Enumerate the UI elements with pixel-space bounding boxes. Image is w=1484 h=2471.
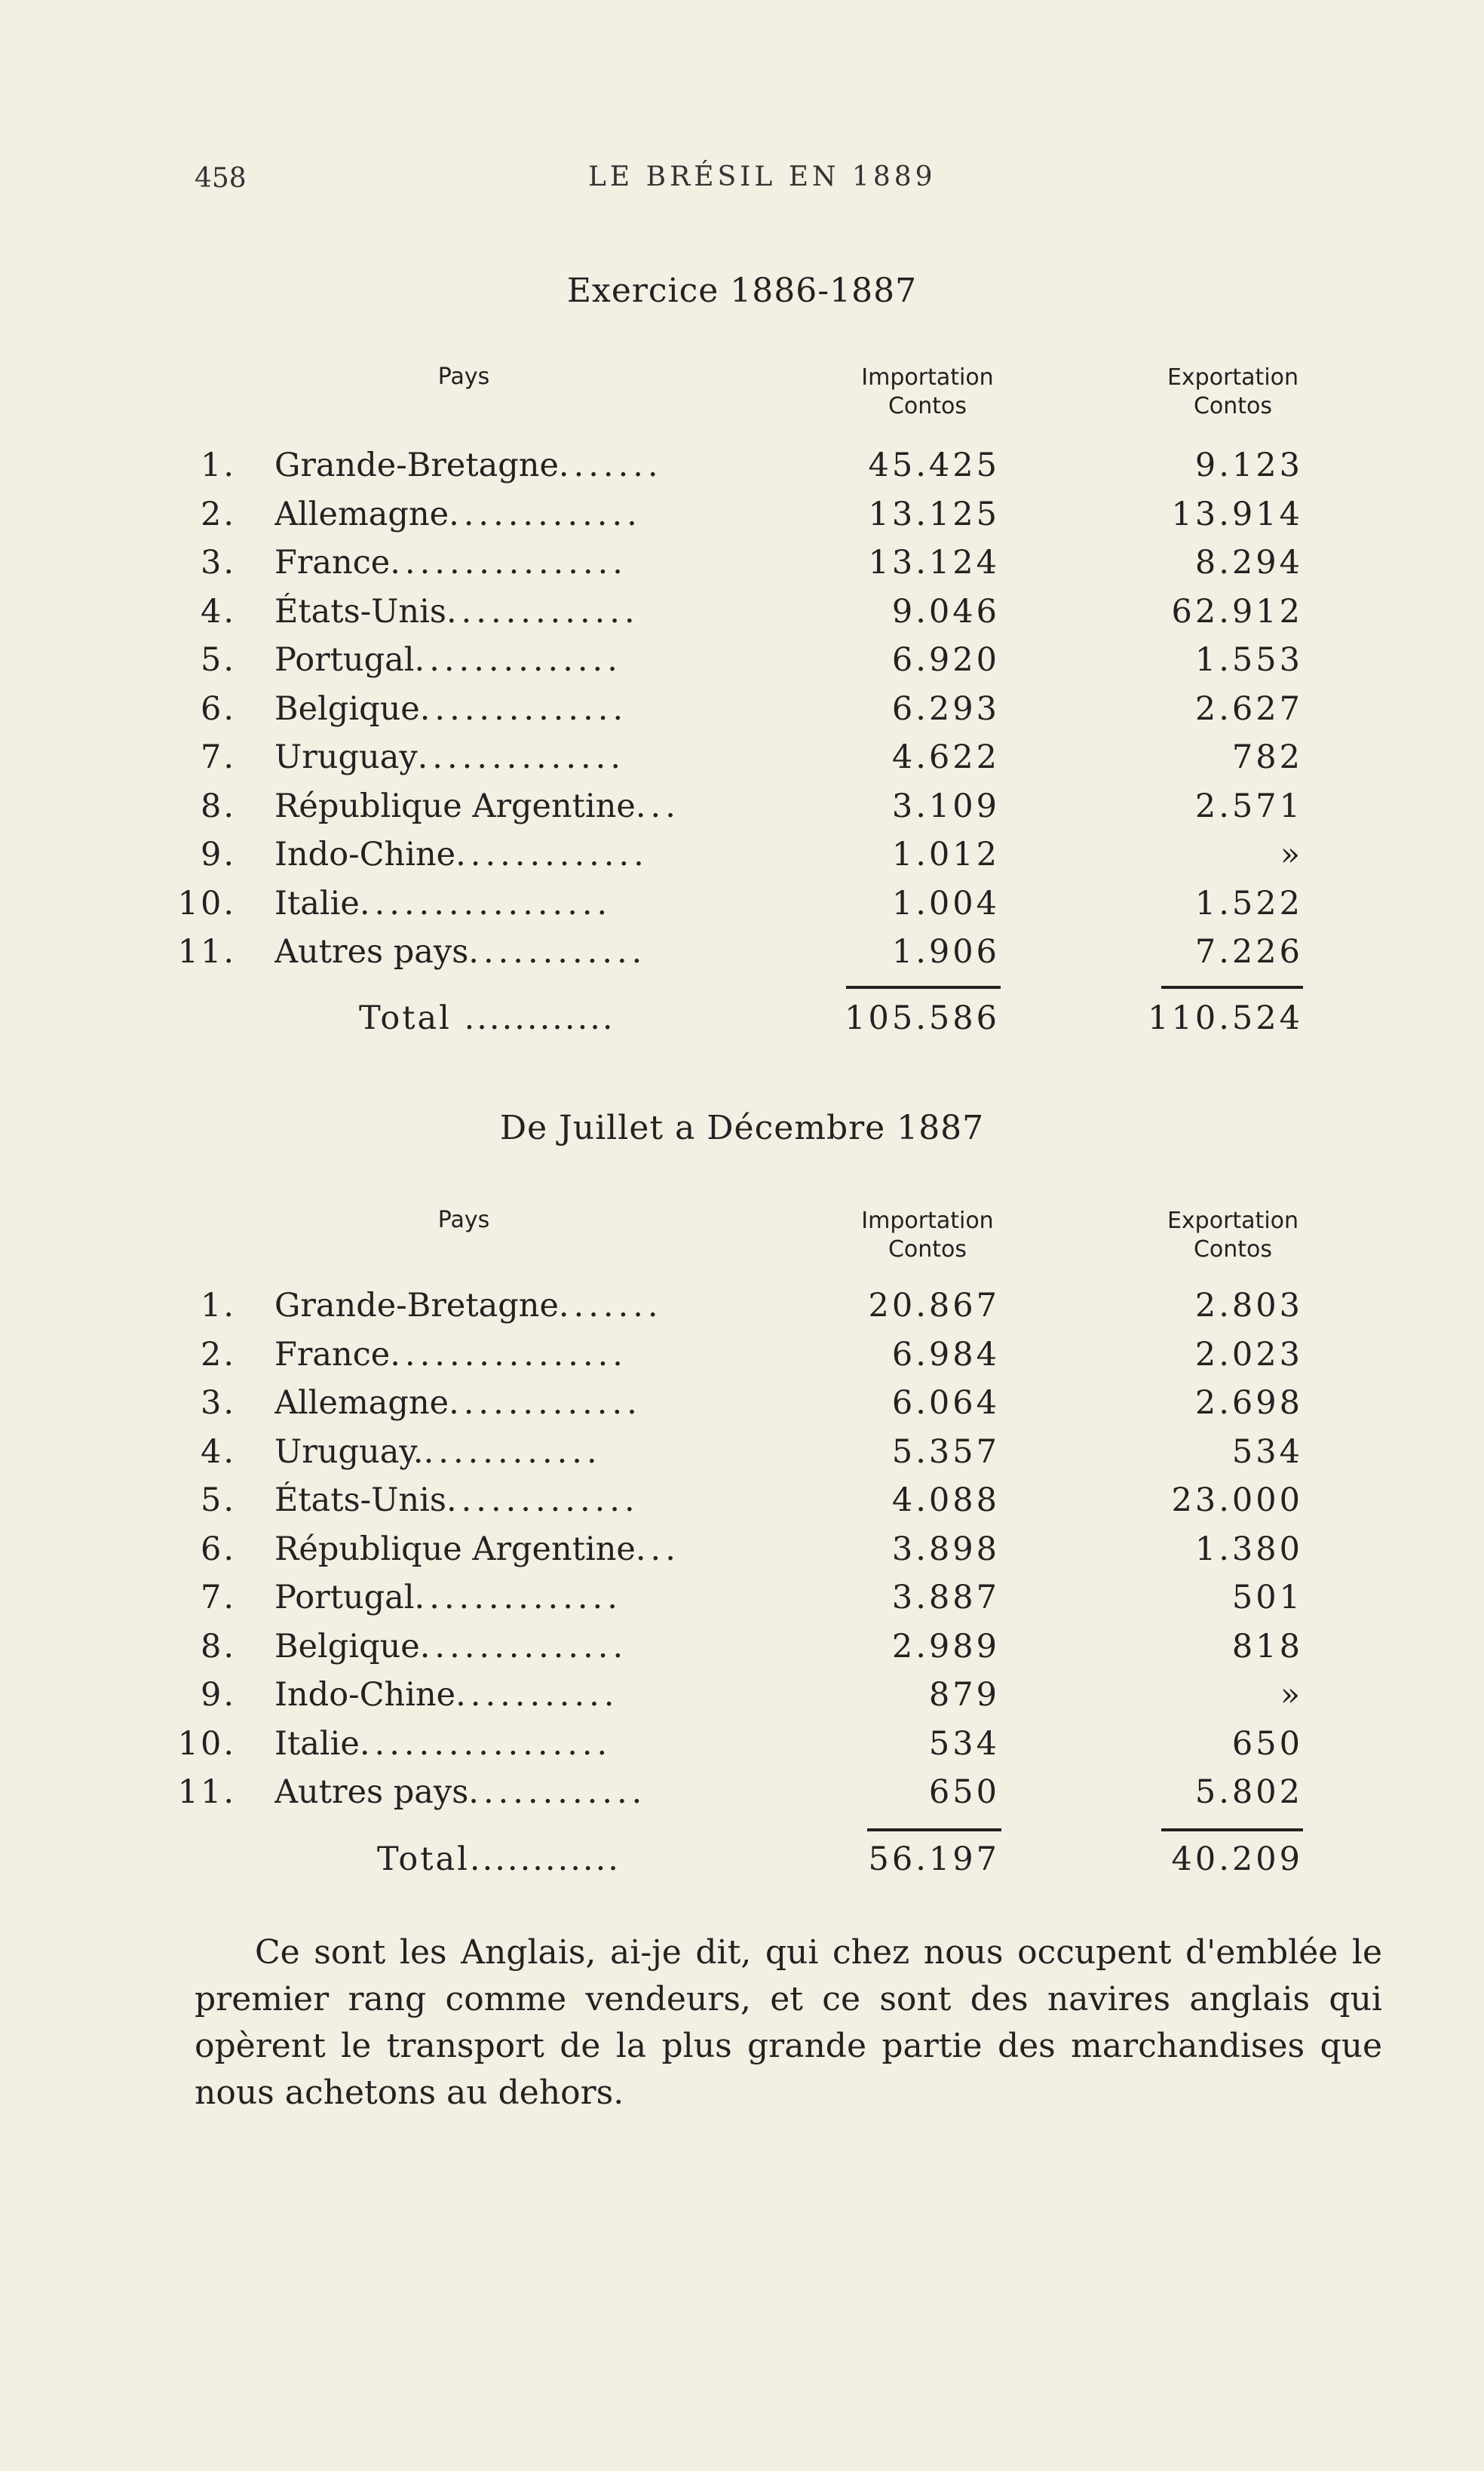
row-country	[274, 690, 727, 728]
row-rank: 9.	[200, 836, 236, 873]
row-exportation: 2.698	[1194, 1384, 1303, 1422]
total-exportation: 40.209	[1171, 1840, 1303, 1878]
table-row	[0, 1336, 1484, 1384]
row-rank: 10.	[177, 884, 236, 922]
row-importation: 4.622	[891, 738, 1000, 776]
leader-dots: .......	[558, 447, 663, 484]
total-text: Total	[377, 1840, 470, 1878]
country-name: Allemagne	[274, 495, 449, 533]
row-country	[274, 1481, 727, 1519]
row-country	[274, 593, 727, 631]
leader-dots: .......	[558, 1287, 663, 1325]
leader-dots: .................	[359, 1724, 612, 1763]
row-rank: 7.	[200, 738, 236, 776]
row-exportation: 7.226	[1194, 933, 1303, 971]
row-exportation: 1.553	[1194, 641, 1303, 679]
running-title: LE BRÉSIL EN 1889	[588, 161, 937, 192]
leader-dots: .............	[449, 495, 642, 533]
leader-dots: ............	[423, 1432, 602, 1471]
row-importation: 1.012	[891, 836, 1000, 873]
row-importation: 6.984	[891, 1335, 1000, 1374]
row-exportation: 650	[1231, 1724, 1303, 1763]
country-name: Belgique	[274, 1627, 420, 1665]
total-exportation: 110.524	[1148, 999, 1303, 1037]
row-exportation: 2.571	[1194, 787, 1303, 825]
country-name: Portugal	[274, 641, 415, 679]
row-importation: 20.867	[868, 1287, 1000, 1325]
total-label	[377, 1840, 621, 1878]
row-country	[274, 1433, 727, 1471]
country-name: France	[274, 544, 391, 582]
table-row	[0, 1676, 1484, 1724]
total-importation: 56.197	[868, 1840, 1000, 1878]
table-row	[0, 447, 1484, 495]
row-rank: 1.	[200, 447, 236, 484]
country-name: République Argentine	[274, 1530, 636, 1568]
row-rank: 3.	[200, 1384, 236, 1422]
header-line: Exportation	[1167, 1208, 1299, 1234]
row-exportation: 2.803	[1194, 1287, 1303, 1325]
country-name: Autres pays	[274, 1773, 469, 1811]
row-importation: 5.357	[891, 1432, 1000, 1471]
header-line: Contos	[888, 1236, 967, 1263]
row-importation: 879	[928, 1676, 1000, 1714]
row-exportation: 13.914	[1171, 495, 1303, 533]
leader-dots: ............	[469, 1840, 621, 1878]
body-paragraph	[195, 1929, 1382, 2116]
row-exportation: 9.123	[1194, 447, 1303, 484]
row-country	[274, 1579, 727, 1616]
column-header-pays: Pays	[437, 1207, 490, 1233]
header-line: Importation	[861, 364, 994, 391]
leader-dots: .............	[446, 1481, 639, 1519]
row-rank: 2.	[200, 1335, 236, 1374]
table-row	[0, 1773, 1484, 1822]
table-row	[0, 787, 1484, 836]
table-row	[0, 1433, 1484, 1481]
leader-dots: ................	[390, 544, 627, 582]
row-exportation: 782	[1231, 738, 1303, 776]
header-line: Contos	[888, 393, 967, 419]
row-rank: 1.	[200, 1287, 236, 1325]
row-country	[274, 738, 727, 776]
leader-dots: .............	[449, 1384, 642, 1422]
row-exportation: 1.380	[1194, 1530, 1303, 1568]
country-name: Grande-Bretagne	[274, 447, 559, 484]
total-rule-export	[1161, 986, 1303, 989]
total-rule-import	[867, 1828, 1001, 1831]
table-row	[0, 885, 1484, 933]
row-importation: 2.989	[891, 1627, 1000, 1665]
row-country	[274, 1676, 727, 1714]
row-country	[274, 1628, 727, 1665]
row-country	[274, 496, 727, 533]
row-importation: 6.293	[891, 689, 1000, 728]
total-rule-import	[846, 986, 1001, 989]
row-rank: 11.	[177, 1773, 236, 1811]
row-rank: 11.	[177, 933, 236, 971]
country-name: Grande-Bretagne	[274, 1287, 559, 1325]
header-line: Contos	[1193, 1236, 1273, 1263]
leader-dots: ..............	[414, 641, 622, 679]
header-line: Exportation	[1167, 364, 1299, 391]
table-row	[0, 641, 1484, 689]
row-rank: 7.	[200, 1579, 236, 1616]
country-name: France	[274, 1335, 391, 1374]
row-exportation: 23.000	[1171, 1481, 1303, 1519]
row-country	[274, 836, 727, 873]
country-name: Uruguay.	[274, 1432, 424, 1471]
total-label	[359, 999, 615, 1037]
row-rank: 8.	[200, 787, 236, 825]
row-country	[274, 1384, 727, 1422]
row-country	[274, 1336, 727, 1374]
leader-dots: ..............	[419, 1627, 628, 1665]
country-name: États-Unis	[274, 592, 446, 631]
table-row	[0, 738, 1484, 787]
row-exportation: 1.522	[1194, 884, 1303, 922]
row-importation: 6.920	[891, 641, 1000, 679]
row-exportation: 501	[1231, 1579, 1303, 1616]
row-country	[274, 1530, 727, 1568]
table-row	[0, 1628, 1484, 1676]
row-importation: 45.425	[868, 447, 1000, 484]
table-row	[0, 1384, 1484, 1432]
row-exportation: 62.912	[1171, 592, 1303, 631]
column-header-exportation	[1135, 1207, 1331, 1264]
header-line: Contos	[1193, 393, 1273, 419]
table-row	[0, 496, 1484, 544]
section-title-1: Exercice 1886-1887	[566, 272, 918, 310]
row-exportation: »	[1280, 1676, 1303, 1714]
row-rank: 3.	[200, 544, 236, 582]
row-exportation: 2.627	[1194, 689, 1303, 728]
table-row	[0, 1725, 1484, 1773]
country-name: République Argentine	[274, 787, 636, 825]
leader-dots: ..............	[419, 689, 628, 728]
leader-dots: ............	[468, 933, 647, 971]
row-rank: 2.	[200, 495, 236, 533]
row-rank: 5.	[200, 1481, 236, 1519]
row-country	[274, 885, 727, 922]
row-importation: 6.064	[891, 1384, 1000, 1422]
row-rank: 6.	[200, 689, 236, 728]
row-importation: 650	[928, 1773, 1000, 1811]
row-importation: 13.125	[868, 495, 1000, 533]
row-exportation: »	[1280, 836, 1303, 873]
leader-dots: ...	[635, 1530, 680, 1568]
row-country	[274, 447, 727, 484]
page-number: 458	[195, 163, 247, 194]
table-row	[0, 544, 1484, 592]
country-name: Italie	[274, 1724, 360, 1763]
total-importation: 105.586	[845, 999, 1000, 1037]
leader-dots: ............	[468, 1773, 647, 1811]
paragraph-text: Ce sont les Anglais, ai-je dit, qui chez nous occupent d'emblée le premier rang comme vendeurs, et ce sont des navires anglais qui opèrent le transport de la plus grande partie des marchandises que nous achetons au dehors.	[195, 1933, 1382, 2112]
row-rank: 8.	[200, 1627, 236, 1665]
row-country	[274, 933, 727, 971]
header-line: Importation	[861, 1208, 994, 1234]
row-rank: 4.	[200, 592, 236, 631]
table-row	[0, 1530, 1484, 1579]
row-importation: 1.906	[891, 933, 1000, 971]
total-text: Total	[359, 999, 452, 1037]
table-row	[0, 1287, 1484, 1335]
section-title-2: De Juillet a Décembre 1887	[499, 1109, 985, 1147]
row-exportation: 534	[1231, 1432, 1303, 1471]
country-name: Allemagne	[274, 1384, 449, 1422]
country-name: États-Unis	[274, 1481, 446, 1519]
row-exportation: 818	[1231, 1627, 1303, 1665]
row-rank: 9.	[200, 1676, 236, 1714]
total-row	[0, 1840, 1484, 1889]
row-exportation: 5.802	[1194, 1773, 1303, 1811]
row-exportation: 8.294	[1194, 544, 1303, 582]
leader-dots: ..............	[414, 1579, 622, 1616]
leader-dots: ............	[464, 999, 615, 1037]
row-rank: 10.	[177, 1724, 236, 1763]
row-importation: 3.887	[891, 1579, 1000, 1616]
row-country	[274, 544, 727, 582]
country-name: Uruguay	[274, 738, 418, 776]
row-country	[274, 1773, 727, 1811]
country-name: Autres pays	[274, 933, 469, 971]
country-name: Italie	[274, 884, 360, 922]
row-importation: 3.109	[891, 787, 1000, 825]
row-country	[274, 641, 727, 679]
column-header-exportation	[1135, 364, 1331, 421]
leader-dots: ...	[635, 787, 680, 825]
row-importation: 1.004	[891, 884, 1000, 922]
leader-dots: ...........	[455, 1676, 619, 1714]
country-name: Portugal	[274, 1579, 415, 1616]
leader-dots: ................	[390, 1335, 627, 1374]
row-importation: 534	[928, 1724, 1000, 1763]
table-row	[0, 1481, 1484, 1530]
row-country	[274, 787, 727, 825]
total-row	[0, 999, 1484, 1048]
country-name: Indo-Chine	[274, 836, 456, 873]
row-country	[274, 1725, 727, 1763]
country-name: Indo-Chine	[274, 1676, 456, 1714]
table-row	[0, 593, 1484, 641]
row-importation: 4.088	[891, 1481, 1000, 1519]
table-row	[0, 836, 1484, 884]
row-exportation: 2.023	[1194, 1335, 1303, 1374]
leader-dots: .................	[359, 884, 612, 922]
table-row	[0, 933, 1484, 981]
row-importation: 9.046	[891, 592, 1000, 631]
leader-dots: .............	[455, 836, 648, 873]
table-row	[0, 690, 1484, 738]
column-header-importation	[829, 1207, 1026, 1264]
leader-dots: ..............	[417, 738, 625, 776]
row-rank: 4.	[200, 1432, 236, 1471]
row-country	[274, 1287, 727, 1325]
column-header-importation	[829, 364, 1026, 421]
leader-dots: .............	[446, 592, 639, 631]
row-importation: 3.898	[891, 1530, 1000, 1568]
column-header-pays: Pays	[437, 364, 490, 390]
row-rank: 6.	[200, 1530, 236, 1568]
row-rank: 5.	[200, 641, 236, 679]
total-rule-export	[1161, 1828, 1303, 1831]
row-importation: 13.124	[868, 544, 1000, 582]
table-row	[0, 1579, 1484, 1627]
country-name: Belgique	[274, 689, 420, 728]
